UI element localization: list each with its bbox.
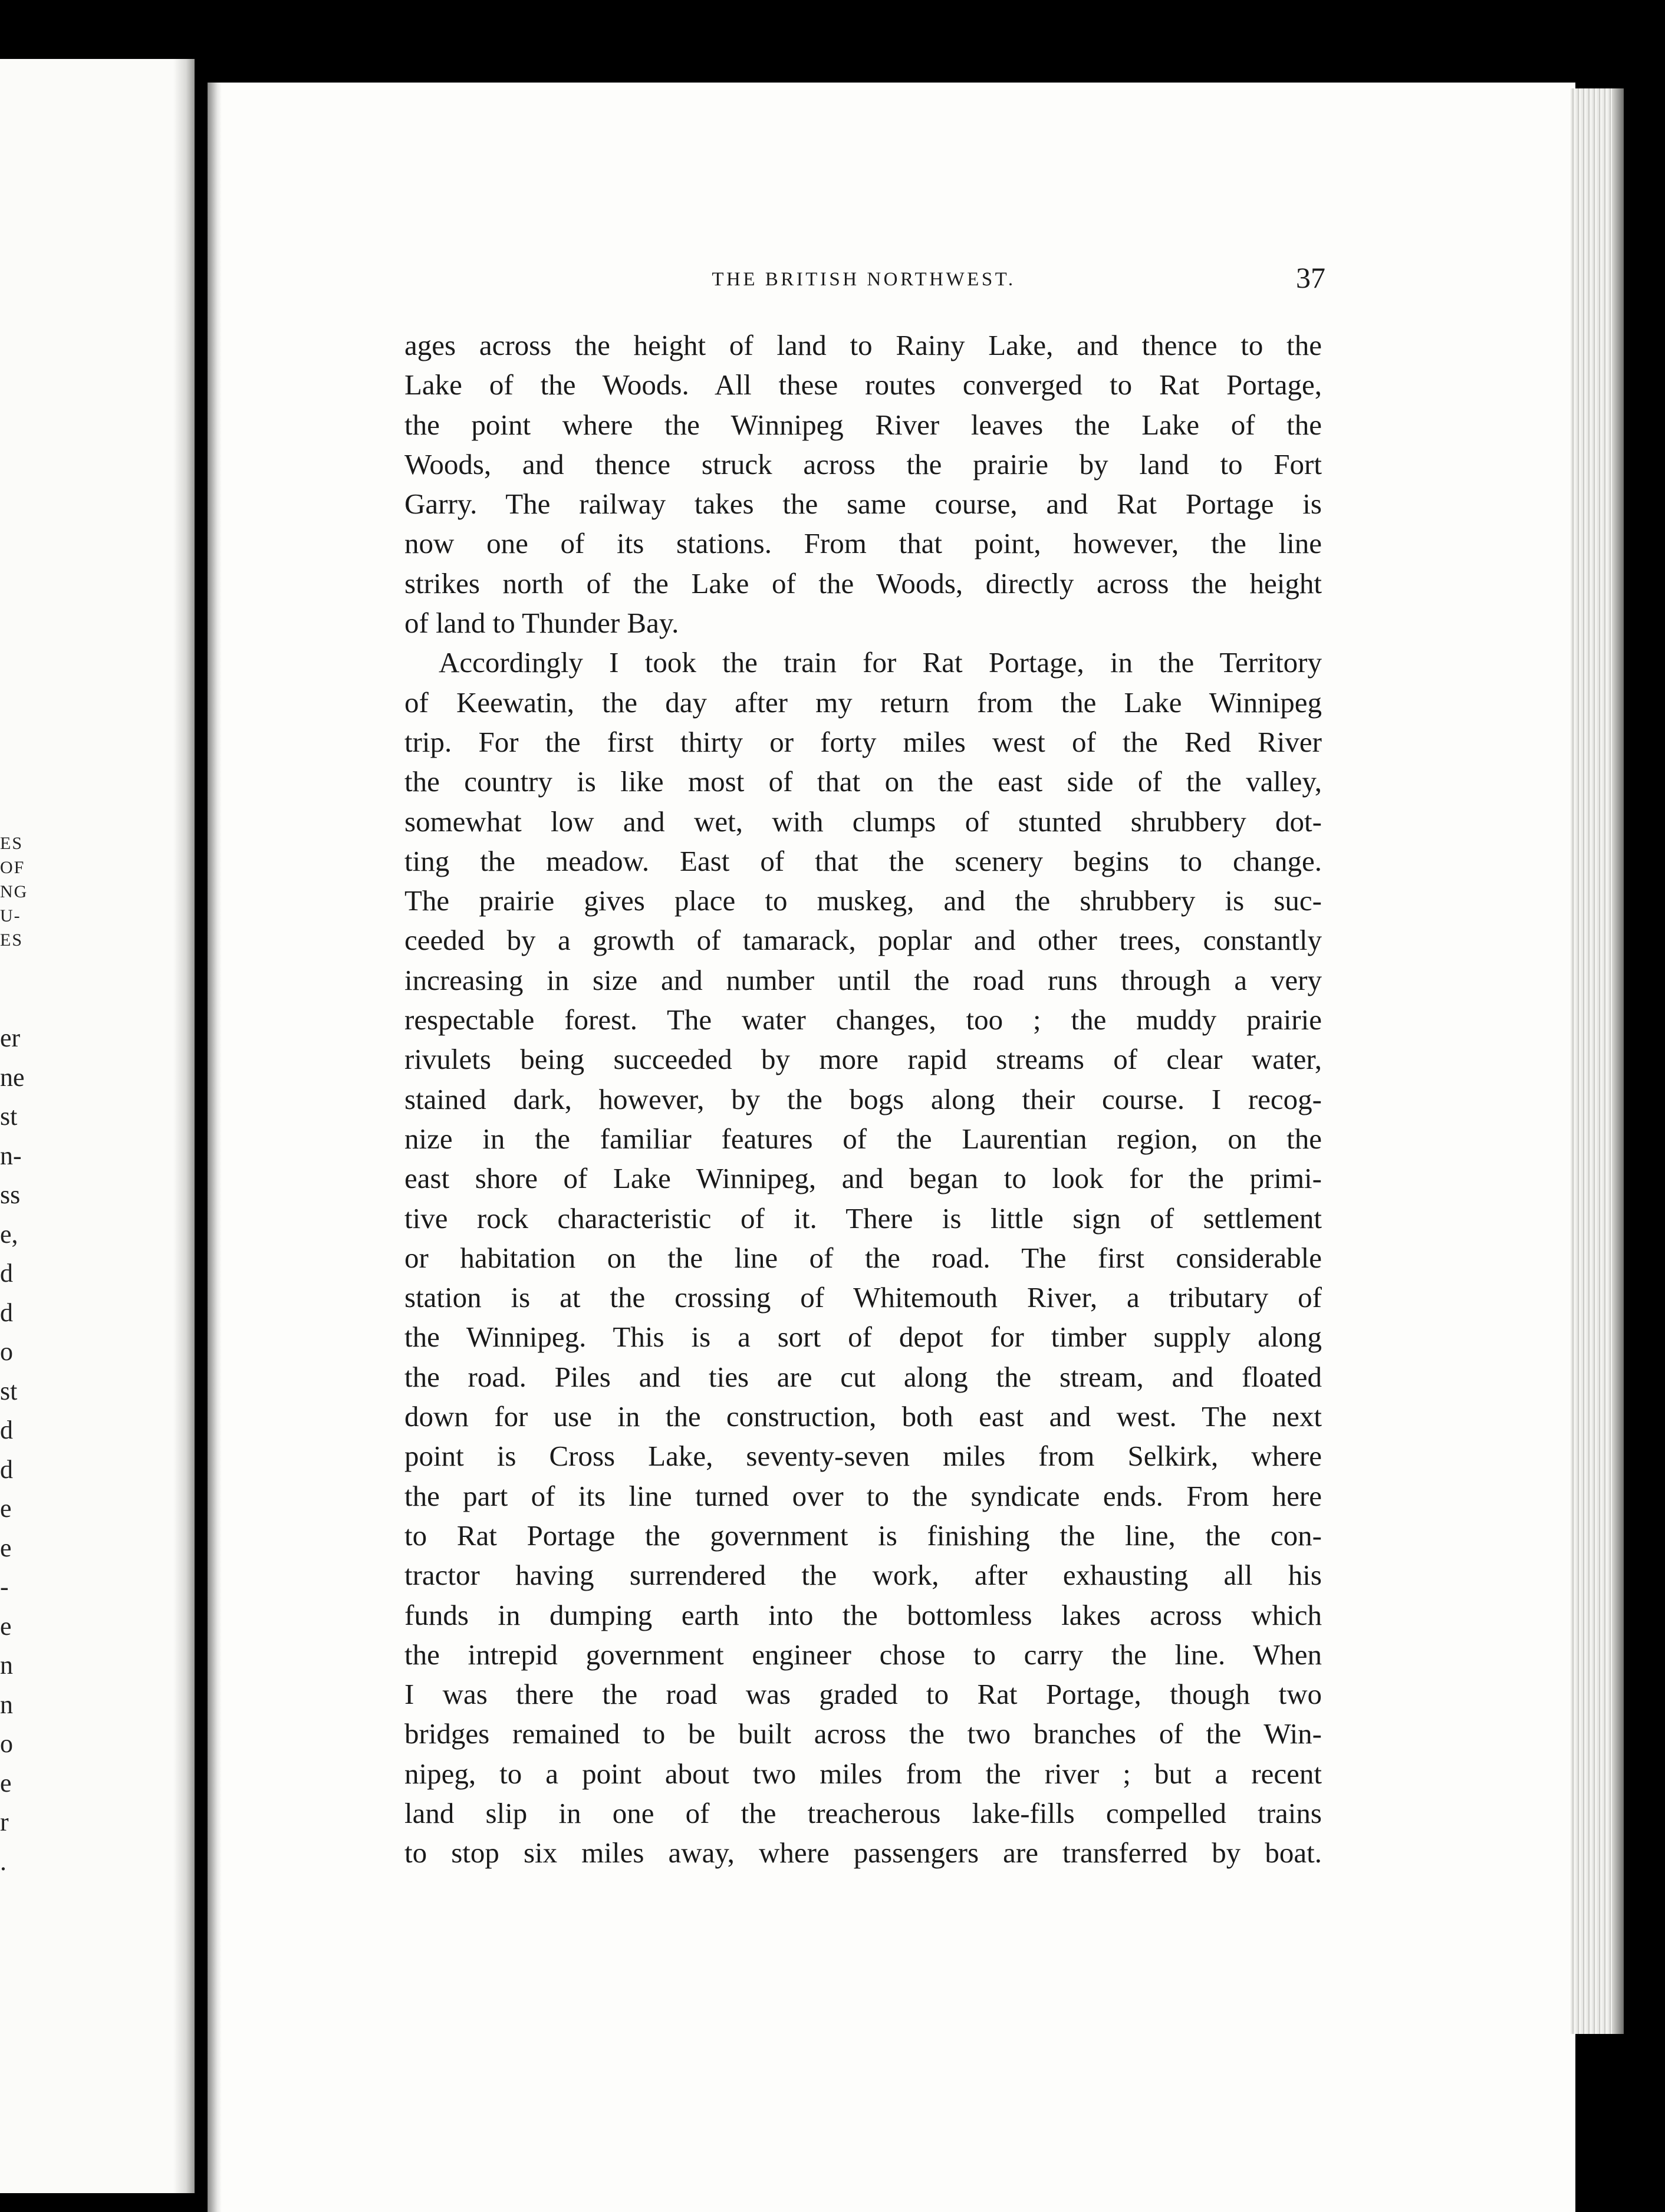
margin-heading-fragment: U- <box>0 906 21 926</box>
text-line: somewhat low and wet, with clumps of stunted shrubbery dot- <box>404 805 1322 838</box>
line-end-fragment: ne <box>0 1062 25 1092</box>
text-line: to stop six miles away, where passengers are transferred by boat. <box>404 1836 1322 1869</box>
line-end-fragment: n <box>0 1651 13 1680</box>
text-line: the intrepid government engineer chose to carry the line. When <box>404 1638 1322 1671</box>
text-line: to Rat Portage the government is finishing the line, the con- <box>404 1519 1322 1552</box>
text-line: strikes north of the Lake of the Woods, directly across the height <box>404 567 1322 600</box>
paragraph-first-line: Accordingly I took the train for Rat Portage, in the Territory <box>439 646 1322 679</box>
text-line: funds in dumping earth into the bottomless lakes across which <box>404 1598 1322 1631</box>
line-end-fragment: d <box>0 1259 13 1288</box>
text-line: or habitation on the line of the road. The first considerable <box>404 1241 1322 1274</box>
text-line: the country is like most of that on the east side of the valley, <box>404 765 1322 798</box>
line-end-fragment: d <box>0 1454 13 1484</box>
page-stack-edge <box>1571 88 1624 2034</box>
text-line: bridges remained to be built across the two branches of the Win- <box>404 1717 1322 1750</box>
line-end-fragment: - <box>0 1572 9 1601</box>
line-end-fragment: d <box>0 1298 13 1327</box>
line-end-fragment: . <box>0 1846 6 1876</box>
text-line: stained dark, however, by the bogs along their course. I recog- <box>404 1082 1322 1115</box>
margin-heading-fragment: ES <box>0 930 24 950</box>
line-end-fragment: o <box>0 1729 13 1758</box>
margin-heading-fragment: NG <box>0 882 28 901</box>
line-end-fragment: ss <box>0 1180 21 1209</box>
text-line: now one of its stations. From that point, however, the line <box>404 527 1322 560</box>
page-spine-shadow <box>208 83 222 2212</box>
text-line: the part of its line turned over to the syndicate ends. From here <box>404 1479 1322 1512</box>
line-end-fragment: e <box>0 1533 12 1562</box>
text-line: of Keewatin, the day after my return from the Lake Winnipeg <box>404 686 1322 719</box>
text-line: increasing in size and number until the road runs through a very <box>404 963 1322 996</box>
text-line: ages across the height of land to Rainy Lake, and thence to the <box>404 329 1322 361</box>
text-line: nipeg, to a point about two miles from the river ; but a recent <box>404 1757 1322 1790</box>
text-line: of land to Thunder Bay. <box>404 607 679 640</box>
body-text <box>404 325 1322 1873</box>
text-line: point is Cross Lake, seventy-seven miles from Selkirk, where <box>404 1440 1322 1473</box>
text-line: The prairie gives place to muskeg, and the shrubbery is suc- <box>404 884 1322 917</box>
text-line: tractor having surrendered the work, after exhausting all his <box>404 1559 1322 1592</box>
line-end-fragment: r <box>0 1808 9 1836</box>
text-line: respectable forest. The water changes, too ; the muddy prairie <box>404 1003 1322 1036</box>
text-line: nize in the familiar features of the Laurentian region, on the <box>404 1122 1322 1155</box>
text-line: Garry. The railway takes the same course, and Rat Portage is <box>404 488 1322 521</box>
line-end-fragment: e <box>0 1494 12 1523</box>
line-end-fragment: st <box>0 1376 18 1405</box>
text-line: Woods, and thence struck across the prairie by land to Fort <box>404 447 1322 480</box>
text-line: land slip in one of the treacherous lake-fills compelled trains <box>404 1796 1322 1829</box>
text-line: Lake of the Woods. All these routes converged to Rat Portage, <box>404 368 1322 401</box>
text-line: down for use in the construction, both east and west. The next <box>404 1400 1322 1433</box>
gutter-shadow <box>173 59 195 2193</box>
margin-heading-fragment: ES <box>0 834 24 853</box>
line-end-fragment: e <box>0 1768 12 1798</box>
text-line: station is at the crossing of Whitemouth River, a tributary of <box>404 1281 1322 1314</box>
text-line: rivulets being succeeded by more rapid streams of clear water, <box>404 1043 1322 1076</box>
margin-heading-fragment: OF <box>0 858 25 877</box>
text-line: the road. Piles and ties are cut along the stream, and floated <box>404 1360 1322 1393</box>
text-line: the Winnipeg. This is a sort of depot for timber supply along <box>404 1321 1322 1354</box>
line-end-fragment: e, <box>0 1219 18 1249</box>
page-number: 37 <box>1296 261 1325 294</box>
text-line: I was there the road was graded to Rat Portage, though two <box>404 1678 1322 1711</box>
text-line: ceeded by a growth of tamarack, poplar and other trees, constantly <box>404 924 1322 957</box>
text-line: east shore of Lake Winnipeg, and began to look for the primi- <box>404 1162 1322 1195</box>
line-end-fragment: er <box>0 1023 21 1052</box>
text-line: the point where the Winnipeg River leaves the Lake of the <box>404 408 1322 441</box>
text-line: trip. For the first thirty or forty miles west of the Red River <box>404 725 1322 758</box>
facing-page-fragment <box>0 59 195 2193</box>
line-end-fragment: o <box>0 1337 13 1366</box>
running-head: THE BRITISH NORTHWEST. <box>712 269 1016 290</box>
text-line: ting the meadow. East of that the scenery begins to change. <box>404 844 1322 877</box>
facing-page-margin-headings <box>0 831 35 952</box>
line-end-fragment: st <box>0 1102 18 1131</box>
line-end-fragment: n- <box>0 1141 22 1170</box>
line-end-fragment: d <box>0 1416 13 1444</box>
line-end-fragment: n <box>0 1690 13 1719</box>
text-line: tive rock characteristic of it. There is little sign of settlement <box>404 1202 1322 1235</box>
facing-page-line-ends <box>0 1019 35 1881</box>
line-end-fragment: e <box>0 1611 12 1641</box>
